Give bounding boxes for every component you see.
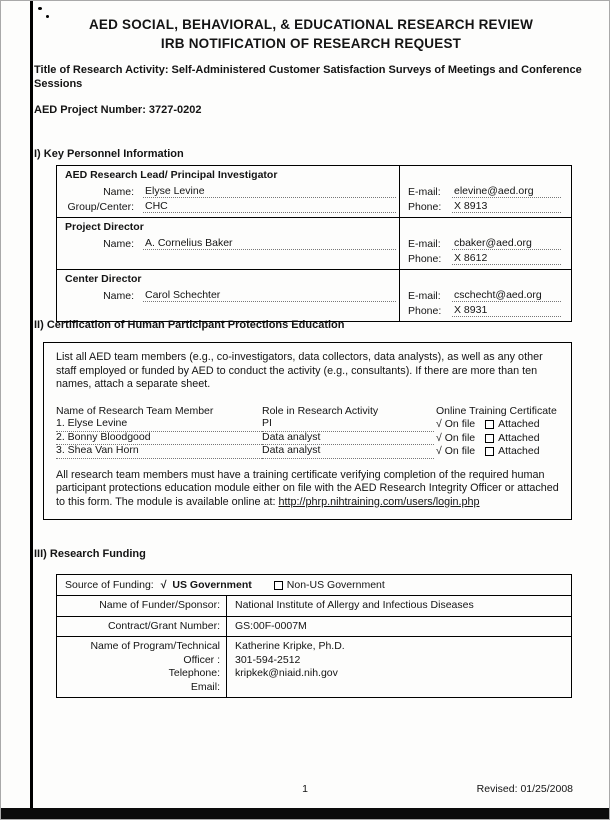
certification-note — [56, 469, 559, 510]
scan-artifact-bottom-strip — [1, 808, 610, 820]
group-center-value: CHC — [143, 200, 396, 213]
email-field-row — [408, 235, 561, 250]
name-value: Carol Schechter — [143, 289, 396, 302]
program-officer-row — [57, 636, 571, 697]
key-personnel-table — [56, 165, 572, 322]
telephone-label: Telephone: — [168, 667, 220, 679]
attached-label: Attached — [498, 445, 540, 457]
document-header — [41, 15, 581, 53]
phone-label: Phone: — [408, 201, 442, 213]
contract-label: Contract/Grant Number: — [57, 617, 227, 637]
on-file-label: On file — [444, 431, 476, 444]
personnel-group-title: Project Director — [65, 221, 144, 233]
program-officer-values — [227, 637, 571, 697]
funder-row — [57, 595, 571, 616]
check-mark-icon: √ — [160, 579, 167, 591]
certification-box — [43, 342, 572, 520]
group-center-field-row — [65, 198, 399, 213]
group-center-label: Group/Center: — [67, 201, 134, 213]
phone-label: Phone: — [408, 305, 442, 317]
team-member-row — [56, 445, 559, 459]
check-mark-icon: √ — [436, 431, 442, 444]
header-title-line2: IRB NOTIFICATION OF RESEARCH REQUEST — [160, 36, 462, 51]
certification-note-text: All research team members must have a training certificate verifying completion of the required human participant protections education module either on file with the AED Research Integrity Officer or attached to this form. The module is available online at: — [56, 468, 559, 508]
attached-checkbox — [485, 420, 494, 429]
name-label: Name: — [103, 238, 134, 250]
column-header-name: Name of Research Team Member — [56, 404, 214, 417]
personnel-group-pi — [57, 166, 571, 217]
name-value: Elyse Levine — [143, 185, 396, 198]
column-header-certificate: Online Training Certificate — [436, 404, 557, 417]
member-name: 2. Bonny Bloodgood — [56, 431, 262, 446]
attached-label: Attached — [498, 418, 540, 430]
member-role: Data analyst — [262, 431, 434, 446]
research-funding-table — [56, 574, 572, 698]
personnel-group-title: Center Director — [65, 273, 142, 285]
name-field-row — [65, 183, 399, 198]
email-value: elevine@aed.org — [452, 185, 561, 198]
project-number: AED Project Number: 3727-0202 — [34, 104, 202, 116]
certification-intro: List all AED team members (e.g., co-investigators, data collectors, data analysts), as well as any other staff employed or funded by AED to conduct the activity (e.g., consultants). If there are more than ten names, attach a separate sheet. — [56, 351, 543, 390]
email-value: cbaker@aed.org — [452, 237, 561, 250]
column-header-role: Role in Research Activity — [262, 404, 379, 417]
header-title-line1: AED SOCIAL, BEHAVIORAL, & EDUCATIONAL RESEARCH REVIEW — [88, 17, 534, 32]
non-us-government-checkbox — [274, 581, 283, 590]
source-of-funding-label: Source of Funding: — [65, 579, 154, 591]
email-value: kripkek@niaid.nih.gov — [235, 667, 338, 679]
personnel-group-title: AED Research Lead/ Principal Investigator — [65, 169, 278, 181]
non-us-government-label: Non-US Government — [286, 579, 385, 591]
revised-date: Revised: 01/25/2008 — [476, 783, 573, 795]
member-name: 1. Elyse Levine — [56, 417, 262, 432]
team-member-row — [56, 418, 559, 432]
member-role: Data analyst — [262, 444, 434, 459]
name-field-row — [65, 235, 399, 250]
member-certificate — [434, 432, 559, 446]
phone-label: Phone: — [408, 253, 442, 265]
name-label: Name: — [103, 290, 134, 302]
non-us-government-option — [274, 579, 385, 591]
name-label: Name: — [103, 186, 134, 198]
member-certificate — [434, 445, 559, 459]
phone-field-row — [408, 302, 561, 317]
funder-value: National Institute of Allergy and Infectious Diseases — [235, 599, 474, 611]
personnel-group-project-director — [57, 217, 571, 269]
section2-heading: II) Certification of Human Participant Protections Education — [34, 319, 345, 331]
team-table-header — [56, 405, 559, 419]
member-role: PI — [262, 417, 434, 432]
officer-label: Name of Program/Technical Officer : — [90, 640, 220, 666]
research-activity-title: Title of Research Activity: Self-Administered Customer Satisfaction Surveys of Meetings and Conference Sessions — [34, 64, 582, 90]
us-government-label: US Government — [172, 579, 252, 591]
email-label: E-mail: — [408, 238, 441, 250]
on-file-label: On file — [444, 418, 476, 430]
section3-heading: III) Research Funding — [34, 548, 146, 560]
email-value: cschecht@aed.org — [452, 289, 561, 302]
us-government-option — [161, 579, 252, 591]
email-label: Email: — [190, 680, 220, 693]
name-value: A. Cornelius Baker — [143, 237, 396, 250]
officer-value: Katherine Kripke, Ph.D. — [235, 640, 345, 652]
program-officer-labels — [57, 637, 227, 697]
check-mark-icon: √ — [436, 445, 442, 457]
section1-heading: I) Key Personnel Information — [34, 148, 184, 160]
attached-label: Attached — [498, 431, 540, 444]
training-module-link[interactable]: http://phrp.nihtraining.com/users/login.php — [278, 495, 480, 508]
name-field-row — [65, 287, 399, 302]
personnel-group-center-director — [57, 269, 571, 321]
member-name: 3. Shea Van Horn — [56, 444, 262, 459]
phone-value: X 8931 — [452, 304, 561, 317]
email-label: E-mail: — [408, 290, 441, 302]
scan-speck — [38, 7, 42, 10]
page-number: 1 — [302, 783, 308, 795]
source-of-funding-row — [57, 575, 571, 595]
email-field-row — [408, 183, 561, 198]
scan-artifact-left-edge — [30, 1, 33, 809]
member-certificate — [434, 418, 559, 432]
check-mark-icon: √ — [436, 418, 442, 430]
telephone-value: 301-594-2512 — [235, 653, 301, 666]
phone-value: X 8612 — [452, 252, 561, 265]
on-file-label: On file — [444, 445, 476, 457]
attached-checkbox — [485, 434, 494, 443]
funder-label: Name of Funder/Sponsor: — [57, 596, 227, 616]
phone-field-row — [408, 250, 561, 265]
contract-row — [57, 616, 571, 637]
team-member-row — [56, 432, 559, 446]
phone-value: X 8913 — [452, 200, 561, 213]
contract-value: GS:00F-0007M — [235, 619, 307, 632]
email-field-row — [408, 287, 561, 302]
phone-field-row — [408, 198, 561, 213]
email-label: E-mail: — [408, 186, 441, 198]
attached-checkbox — [485, 447, 494, 456]
